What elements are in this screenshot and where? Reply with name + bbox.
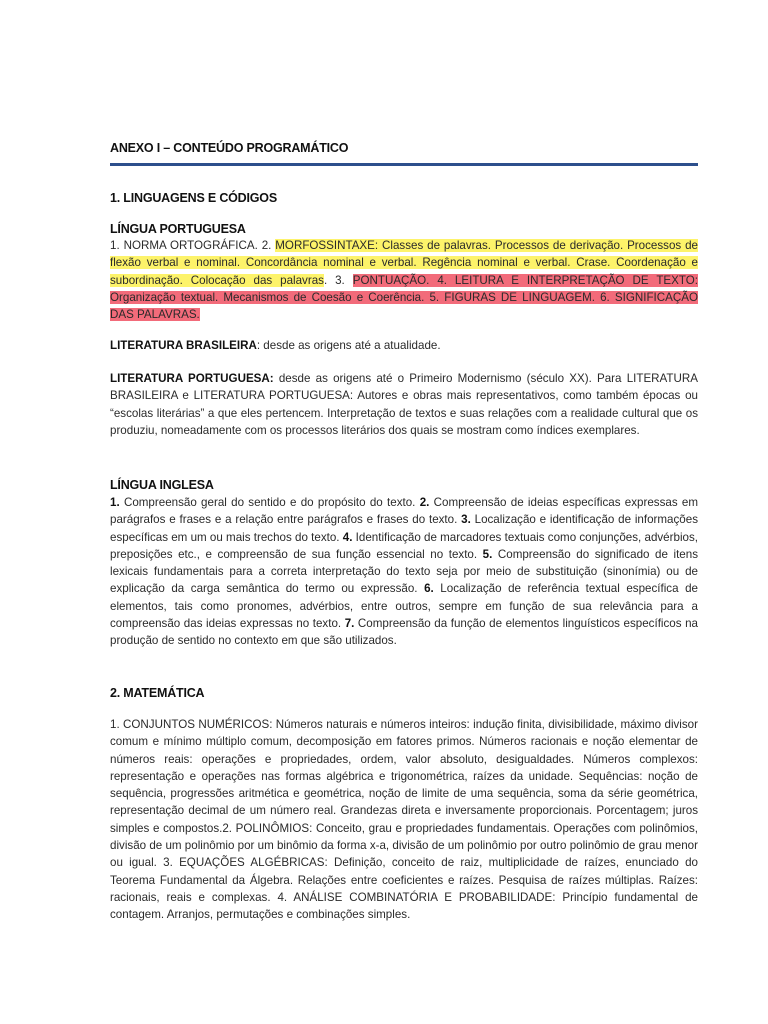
- li-item-number: 4.: [342, 530, 353, 544]
- lingua-inglesa-text: [110, 494, 698, 650]
- section-1-title: 1. LINGUAGENS E CÓDIGOS: [110, 191, 277, 205]
- li-item-text: Localização de referência textual específica de elementos, tais como pronomes, advérbios, entre outros, sempre em função de sua relevância para a compreensão das ideias expressas no texto.: [110, 582, 698, 631]
- li-item-number: 6.: [424, 582, 434, 596]
- literatura-brasileira-paragraph: [110, 337, 698, 354]
- annex-title: ANEXO I – CONTEÚDO PROGRAMÁTICO: [110, 141, 349, 155]
- li-item-number: 1.: [110, 496, 120, 509]
- li-item-text: Compreensão geral do sentido e do propósito do texto.: [119, 496, 420, 509]
- section-2-title: 2. MATEMÁTICA: [110, 686, 205, 700]
- li-item-number: 7.: [344, 617, 355, 631]
- li-item-number: 3.: [461, 513, 471, 527]
- literatura-portuguesa-paragraph: [110, 370, 698, 439]
- highlight-yellow-morfossintaxe: MORFOSSINTAXE: Classes de palavras. Processos de derivação. Processos de flexão verbal e nominal. Concordância nominal e verbal. Regência nominal e verbal. Crase. Coordenação e subordinação. Colocação das palavras: [110, 239, 698, 287]
- lingua-portuguesa-title: LÍNGUA PORTUGUESA: [110, 222, 246, 236]
- li-item-number: 2.: [419, 496, 430, 509]
- li-item-text: Compreensão do significado de itens lexicais fundamentais para a correta interpretação do texto seja por meio de substituição (sinonímia) ou de explicação da carga semântica do termo ou expressão.: [110, 547, 698, 596]
- lingua-portuguesa-text: [110, 237, 698, 323]
- li-item-text: Identificação de marcadores textuais como conjunções, advérbios, preposições etc., e compreensão de sua função essencial no texto.: [110, 530, 698, 561]
- matematica-text: 1. CONJUNTOS NUMÉRICOS: Números naturais e números inteiros: indução finita, divisibilidade, máximo divisor comum e mínimo múltiplo comum, decomposição em fatores primos. Números racionais e noção elementar de números reais: operações e propriedades, ordem, valor absoluto, desigualdades. Números complexos: representação e operações nas formas algébrica e trigonométrica, raízes da unidade. Sequências: noção de sequência, progressões aritmética e geométrica, noção de limite de uma sequência, soma da série geométrica, representação decimal de um número real. Grandezas direta e inversamente proporcionais. Porcentagem; juros simples e compostos.2. POLINÔMIOS: Conceito, grau e propriedades fundamentais. Operações com polinômios, divisão de um polinômio por um binômio da forma x-a, divisão de um polinômio por outro polinômio de grau menor ou igual. 3. EQUAÇÕES ALGÉBRICAS: Definição, conceito de raiz, multiplicidade de raízes, enunciado do Teorema Fundamental da Álgebra. Relações entre coeficientes e raízes. Pesquisa de raízes múltiplas. Raízes: racionais, reais e complexas. 4. ANÁLISE COMBINATÓRIA E PROBABILIDADE: Princípio fundamental de contagem. Arranjos, permutações e combinações simples.: [110, 718, 698, 922]
- highlight-red-pontuacao: PONTUAÇÃO. 4. LEITURA E INTERPRETAÇÃO DE TEXTO: Organização textual. Mecanismos de Coesão e Coerência. 5. FIGURAS DE LINGUAGEM. 6. SIGNIFICAÇÃO DAS PALAVRAS.: [110, 273, 698, 322]
- lingua-inglesa-title: LÍNGUA INGLESA: [110, 478, 214, 492]
- literatura-portuguesa-label: LITERATURA PORTUGUESA:: [110, 372, 274, 385]
- li-item-text: Localização e identificação de informações específicas em um ou mais trechos do texto.: [110, 513, 698, 544]
- literatura-portuguesa-text: desde as origens até o Primeiro Modernismo (século XX). Para LITERATURA BRASILEIRA e LITERATURA PORTUGUESA: Autores e obras mais representativos, como também épocas ou “escolas literárias” a que eles pertencem. Interpretação de textos e suas relações com a realidade cultural que os produziu, nomeadamente com os processos literários dos quais se mostram como índices exemplares.: [110, 372, 698, 437]
- title-divider: [110, 163, 698, 166]
- li-item-text: Compreensão da função de elementos linguísticos específicos na produção de sentido no contexto em que são utilizados.: [110, 617, 698, 648]
- li-item-text: Compreensão de ideias específicas expressas em parágrafos e frases e a relação entre parágrafos e frases do texto.: [110, 496, 699, 527]
- literatura-brasileira-text: : desde as origens até a atualidade.: [256, 339, 441, 352]
- lp-text-mid: . 3.: [323, 273, 353, 287]
- lp-text-start: 1. NORMA ORTOGRÁFICA. 2.: [110, 239, 276, 252]
- li-item-number: 5.: [482, 547, 493, 561]
- literatura-brasileira-label: LITERATURA BRASILEIRA: [110, 339, 257, 352]
